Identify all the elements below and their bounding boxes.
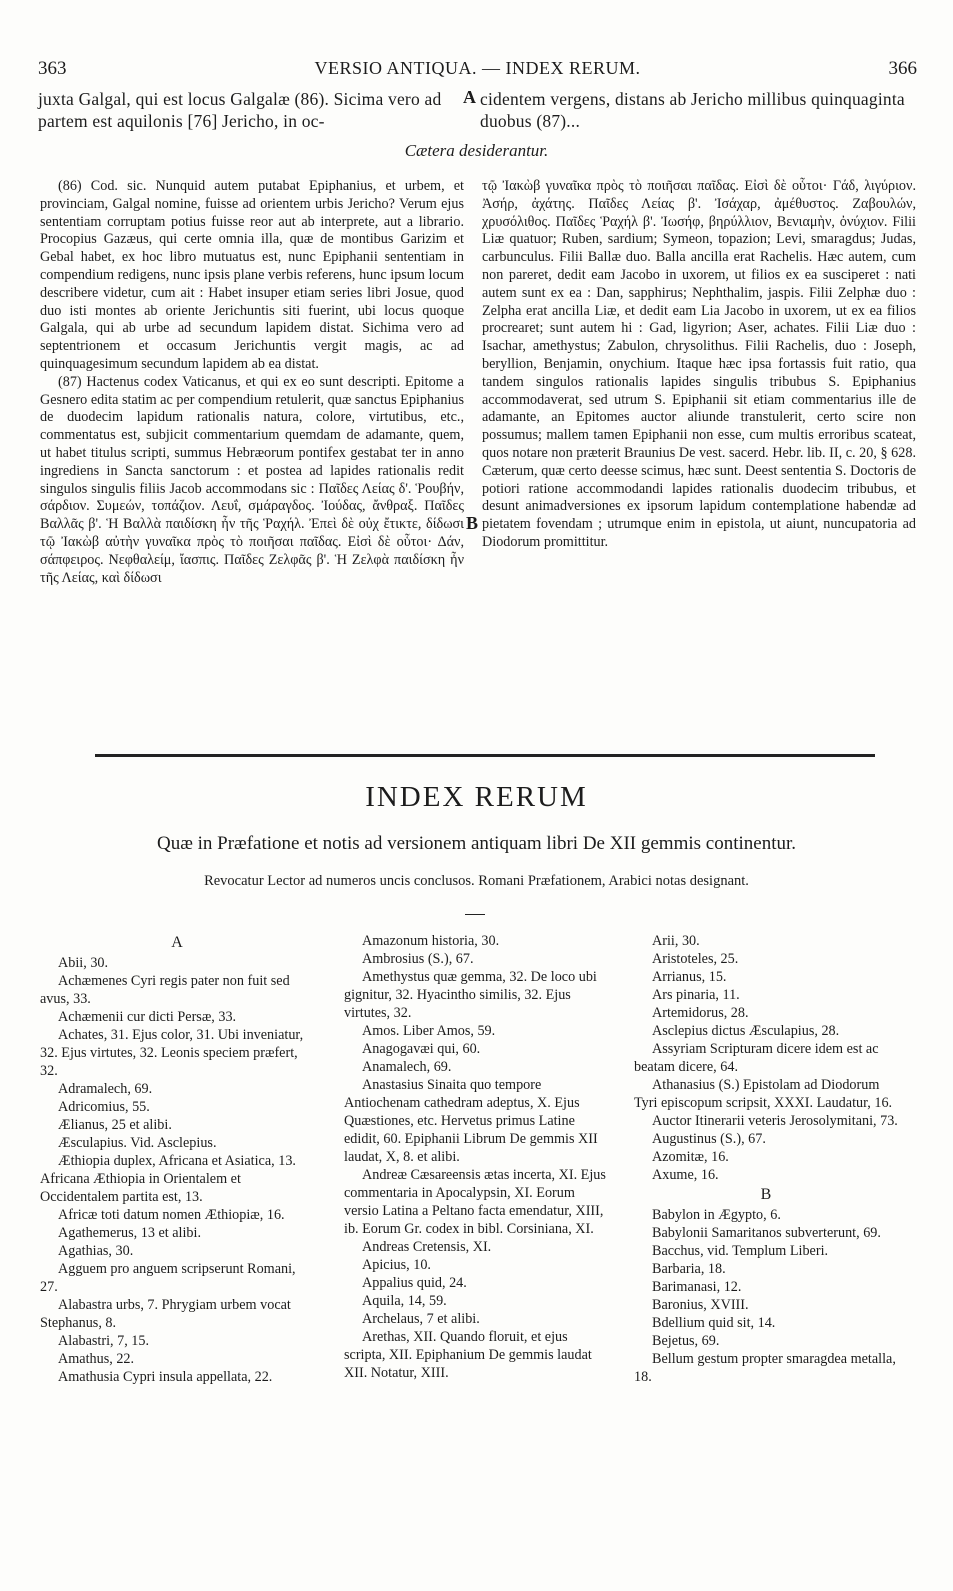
index-entry: Agathias, 30. xyxy=(58,1243,134,1259)
running-head xyxy=(38,58,917,80)
index-entry: Abii, 30. xyxy=(58,955,109,971)
section-divider xyxy=(95,754,875,757)
short-divider xyxy=(465,914,485,915)
index-entry: Africæ toti datum nomen Æthiopiæ, 16. xyxy=(58,1207,285,1223)
index-entry: Andreæ Cæsareensis ætas incerta, XI. Ejus commentaria in Apocalypsin, XI. Eorum versio Latina a Peltano facta emendatur, XIII, ib. Eorum Gr. codex in bibl. Corsiniana, XI. xyxy=(344,1167,606,1237)
column-marker-b: B xyxy=(466,513,479,533)
index-entry: Babylonii Samaritanos subverterunt, 69. xyxy=(652,1225,881,1241)
index-entry: Assyriam Scripturam dicere idem est ac beatam dicere, 64. xyxy=(634,1041,879,1075)
lead-text-left: juxta Galgal, qui est locus Galgalæ (86). Sicima vero ad partem est aquilonis [76] Jericho, in oc- xyxy=(38,89,442,131)
index-entry: Andreas Cretensis, XI. xyxy=(362,1239,492,1255)
index-entry: Arrianus, 15. xyxy=(652,969,727,985)
index-entry: Æthiopia duplex, Africana et Asiatica, 13. Africana Æthiopia in Orientalem et Occidentalem partita est, 13. xyxy=(40,1153,296,1205)
index-entry: Augustinus (S.), 67. xyxy=(652,1131,766,1147)
index-entry: Axume, 16. xyxy=(652,1167,719,1183)
index-entry: Agguem pro anguem scripserunt Romani, 27. xyxy=(40,1261,296,1295)
index-entry: Archelaus, 7 et alibi. xyxy=(362,1311,480,1327)
index-entry: Amathus, 22. xyxy=(58,1351,135,1367)
index-entry: Ars pinaria, 11. xyxy=(652,987,740,1003)
note-87-continued: τῷ Ἰακὼβ γυναῖκα πρὸς τὸ ποιῆσαι παῖδας. Εἰσὶ δὲ οὗτοι· Γάδ, λιγύριον. Ἀσήρ, ἀχάτης. Παῖδες Λείας β'. Ἰσάχαρ, ἀμέθυστος. Ζαβουλών, χρυσόλιθος. Παῖδες Ῥαχήλ β'. Ἰωσήφ, βηρύλλιον, Βενιαμὴν, ὀνύχιον. Filii Liæ quatuor; Ruben, sardium; Symeon, topazion; Levi, smaragdus; Judas, carbunculus. Filii Ballæ duo. Balla ancilla erat Rachelis. Hæc autem, cum non pareret, dedit eam Jacobo in uxorem, ut filios ex ea susciperet : nati autem sunt ex ea : Dan, sapphirus; Nephthalim, jaspis. Filii Zelphæ duo : Zelpha erat ancilla Liæ, et dedit eam Lia Jacobo in uxorem, ut ex ea filios procrearet; sunt autem hi : Gad, ligyrion; Aser, achates. Filii Liæ duo : Isachar, amethystus; Zabulon, chrysolithus. Filii Rachelis, duo : Joseph, beryllion, Benjamin, onychium. Itaque hæc ipsa fortassis fuit ratio, qua tandem singulos rationalis lapides singulis tribubus S. Epiphanius accommodaverat, sed utrum S. Epiphanii sit etiam commentarius ille de adamante, an Epitomes auctor aliunde transtulerit, certo scire non possumus; mallem tamen Epiphanii non esse, cum multis erroribus scateat, quos notare non præterit Braunius De vest. sacerd. Hebr. lib. II, c. 20, § 628. Cæterum, quæ certo deesse scimus, hæc sunt. Deest sententia S. Doctoris de potiori ratione accommodandi lapides rationalis duodecim tribubus, et desunt animadversiones ex ipsorum lapidum contemplatione habendæ ad pietatem fovendam ; utrumque enim in epistola, ut aiunt, nuncupatoria ad Diodorum promittitur. xyxy=(482,178,916,550)
column-marker-a: A xyxy=(463,87,476,107)
index-entry: Auctor Itinerarii veteris Jerosolymitani, 73. xyxy=(652,1113,898,1129)
index-entry: Achæmenes Cyri regis pater non fuit sed avus, 33. xyxy=(40,973,290,1007)
notes-left-column xyxy=(40,178,464,587)
index-entry: Amazonum historia, 30. xyxy=(362,933,500,949)
index-entry: Alabastra urbs, 7. Phrygiam urbem vocat Stephanus, 8. xyxy=(40,1297,291,1331)
notes-right-column xyxy=(482,178,916,552)
index-entry: Barbaria, 18. xyxy=(652,1261,726,1277)
index-entry: Bacchus, vid. Templum Liberi. xyxy=(652,1243,829,1259)
index-subtitle: Quæ in Præfatione et notis ad versionem antiquam libri De XII gemmis continentur. xyxy=(156,833,797,854)
index-entry: Ambrosius (S.), 67. xyxy=(362,951,474,967)
index-entry: Athanasius (S.) Epistolam ad Diodorum Tyri episcopum scripsit, XXXI. Laudatur, 16. xyxy=(634,1077,893,1111)
index-entry: Achates, 31. Ejus color, 31. Ubi inveniatur, 32. Ejus virtutes, 32. Leonis speciem præfert, 32. xyxy=(40,1027,304,1079)
running-title: VERSIO ANTIQUA. — INDEX RERUM. xyxy=(314,58,641,78)
index-entry: Æsculapius. Vid. Asclepius. xyxy=(58,1135,217,1151)
index-entry: Apicius, 10. xyxy=(362,1257,431,1273)
index-entry: Arii, 30. xyxy=(652,933,700,949)
index-entry: Adricomius, 55. xyxy=(58,1099,150,1115)
index-entry: Achæmenii cur dicti Persæ, 33. xyxy=(58,1009,237,1025)
page-number-right: 366 xyxy=(888,58,917,79)
index-entry: Agathemerus, 13 et alibi. xyxy=(58,1225,202,1241)
note-87: (87) Hactenus codex Vaticanus, et qui ex eo sunt descripti. Epitome a Gesnero edita statim ac per compendium retulerit, quæ sanctus Epiphanius de duodecim lapidum rationalis natura, colore, virtutibus, etc., commentatus est, subjicit commentarium quemdam de adamante, quem, ut habet titulus scripti, summus Hebræorum pontifex gestabat ter in anno ingrediens in Sancta sanctorum : et postea ad lapides rationalis redit singulos singulis filiis Jacob accommodans sic : Παῖδες Λείας δ'. Ῥουβήν, σάρδιον. Συμεών, τοπάζιον. Λευΐ, σμάραγδος. Ἰούδας, ἄνθραξ. Παῖδες Βαλλᾶς β'. Ἡ Βαλλὰ παιδίσκη ἦν τῆς Ῥαχήλ. Ἐπεὶ δὲ οὐχ ἔτικτε, δίδωσι τῷ Ἰακὼβ αὐτὴν γυναῖκα πρὸς τὸ ποιῆσαι παῖδας. Εἰσὶ δὲ οὗτοι· Δάν, σάπφειρος. Νεφθαλείμ, ἴασπις. Παῖδες Ζελφᾶς β'. Ἡ Ζελφὰ παιδίσκη ἦν τῆς Λείας, καὶ δίδωσι xyxy=(40,373,464,586)
index-column-1 xyxy=(40,932,314,1386)
index-entry: Barimanasi, 12. xyxy=(652,1279,742,1295)
index-entry: Anamalech, 69. xyxy=(362,1059,452,1075)
index-letter-heading: B xyxy=(760,1186,772,1203)
page-number-left: 363 xyxy=(38,58,67,79)
index-entry: Amos. Liber Amos, 59. xyxy=(362,1023,496,1039)
index-letter-heading: A xyxy=(171,934,183,951)
index-note: Revocatur Lector ad numeros uncis conclusos. Romani Præfationem, Arabici notas designant. xyxy=(204,873,749,889)
index-entry: Babylon in Ægypto, 6. xyxy=(652,1207,781,1223)
lead-text-right: cidentem vergens, distans ab Jericho millibus quinquaginta duobus (87)... xyxy=(480,89,905,131)
index-entry: Anastasius Sinaita quo tempore Antiochenam cathedram adeptus, X. Ejus Quæstiones, etc. Hervetus primus Latine edidit, 60. Epiphanii Librum De gemmis XII laudat, X, 8. et alibi. xyxy=(344,1077,598,1165)
index-column-2 xyxy=(344,932,612,1382)
index-entry: Azomitæ, 16. xyxy=(652,1149,729,1165)
index-entry: Aquila, 14, 59. xyxy=(362,1293,447,1309)
index-entry: Amethystus quæ gemma, 32. De loco ubi gignitur, 32. Hyacintho similis, 32. Ejus virtutes, 32. xyxy=(344,969,597,1021)
index-entry: Baronius, XVIII. xyxy=(652,1297,749,1313)
index-entry: Amathusia Cypri insula appellata, 22. xyxy=(58,1369,273,1385)
cetera-line: Cætera desiderantur. xyxy=(404,141,549,160)
index-entry: Adramalech, 69. xyxy=(58,1081,153,1097)
index-entry: Appalius quid, 24. xyxy=(362,1275,467,1291)
index-entry: Asclepius dictus Æsculapius, 28. xyxy=(652,1023,840,1039)
index-entry: Anagogavæi qui, 60. xyxy=(362,1041,481,1057)
index-entry: Bdellium quid sit, 14. xyxy=(652,1315,776,1331)
index-title: INDEX RERUM xyxy=(365,781,588,813)
index-entry: Alabastri, 7, 15. xyxy=(58,1333,150,1349)
index-entry: Bejetus, 69. xyxy=(652,1333,720,1349)
index-column-3 xyxy=(634,932,898,1386)
index-entry: Ælianus, 25 et alibi. xyxy=(58,1117,172,1133)
index-entry: Arethas, XII. Quando floruit, et ejus scripta, XII. Epiphanium De gemmis laudat XII. Notatur, XIII. xyxy=(344,1329,592,1381)
note-86: (86) Cod. sic. Nunquid autem putabat Epiphanius, et urbem, et provinciam, Galgal nomine, fuisse ad orientem urbis Jericho? Verum ejus sententiam corruptam potius fuisse reor aut ab interprete, aut a librario. Procopius Gazæus, qui certe omnia illa, quæ de montibus Garizim et Gebal habet, ex hoc libro mutuatus est, nunc Epiphanii sententiam in compendium redigens, nunc ipsis plane verbis referens, hunc ipsum locum describere videtur, cum ait : Habet insuper etiam series libri Josue, quod duo isti montes ab oriente Jerichuntis siti fuerint, ubi locus quoque Galgala, qui ab urbe ad secundum lapidem distat. Sichima vero ad septentrionem et occasum Jerichuntis vergit magis, ac ad quinquagesimum secundum lapidem ab ea distat. xyxy=(40,178,464,372)
index-entry: Aristoteles, 25. xyxy=(652,951,739,967)
index-entry: Artemidorus, 28. xyxy=(652,1005,749,1021)
index-entry: Bellum gestum propter smaragdea metalla, 18. xyxy=(634,1351,896,1385)
